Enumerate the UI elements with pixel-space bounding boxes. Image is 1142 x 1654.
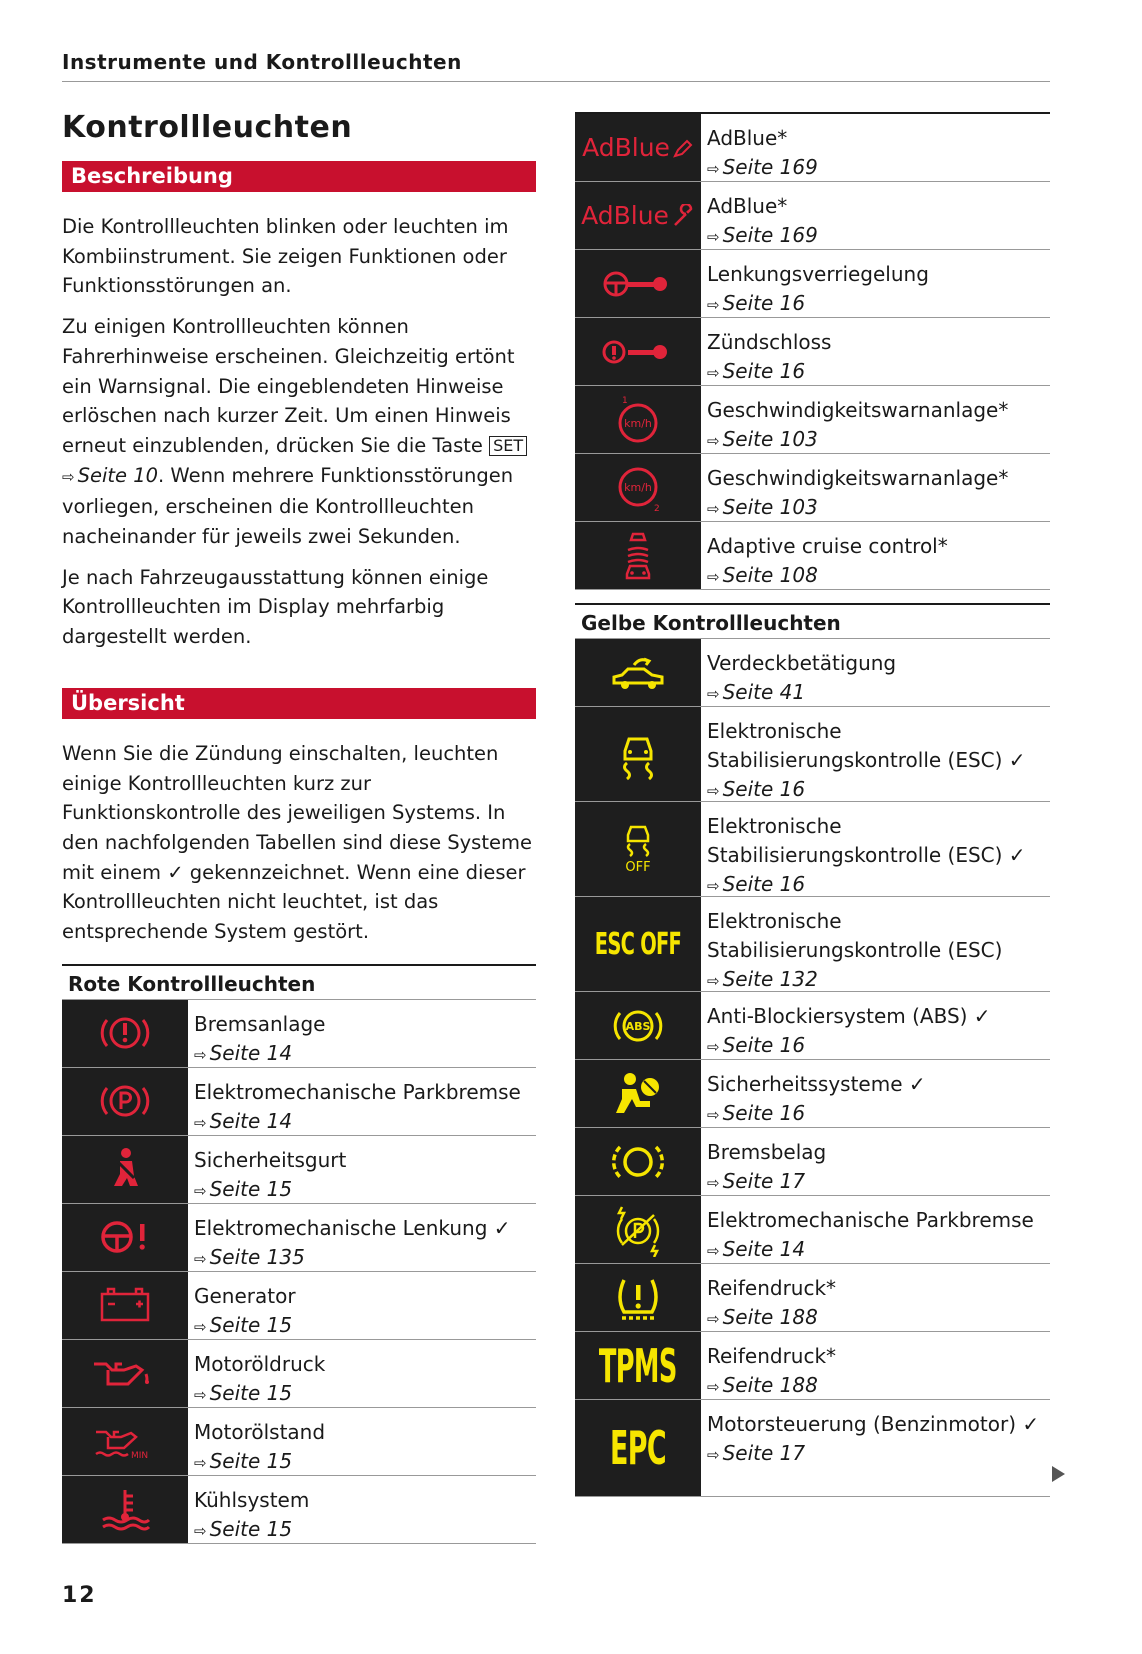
esc-off-text-icon: ESC OFF xyxy=(575,897,701,991)
table-row xyxy=(575,386,1050,454)
reference-arrow-icon: ⇨ xyxy=(194,1385,207,1404)
table-row xyxy=(62,1204,536,1272)
speed-warning-1-icon xyxy=(575,386,701,453)
row-label: Zündschloss xyxy=(707,330,832,354)
table-row xyxy=(575,454,1050,522)
row-label: Elektromechanische Lenkung ✓ xyxy=(194,1215,511,1240)
row-label: Generator xyxy=(194,1283,296,1308)
steering-warning-icon xyxy=(62,1204,188,1271)
row-label: Elektromechanische Parkbremse xyxy=(707,1208,1034,1232)
speed-warning-2-icon xyxy=(575,454,701,521)
abs-icon xyxy=(575,992,701,1059)
table-row xyxy=(575,1060,1050,1128)
page-reference-link[interactable]: Seite 103 xyxy=(722,427,818,451)
page-reference-link[interactable]: Seite 14 xyxy=(209,1040,293,1065)
epc-icon: EPC xyxy=(575,1400,701,1496)
page-reference-link[interactable]: Seite 15 xyxy=(209,1176,293,1201)
row-label: Elektronische Stabilisierungskontrolle (ESC) xyxy=(707,909,1003,962)
table-row xyxy=(62,1340,536,1408)
yellow-lamps-heading: Gelbe Kontrollleuchten xyxy=(575,603,1050,639)
row-label: Bremsanlage xyxy=(194,1011,326,1036)
table-row xyxy=(575,1400,1050,1497)
reference-arrow-icon: ⇨ xyxy=(707,1242,720,1260)
reference-arrow-icon: ⇨ xyxy=(707,160,720,178)
row-label: AdBlue* xyxy=(707,194,788,218)
row-label: Reifendruck* xyxy=(707,1276,837,1300)
table-row xyxy=(575,522,1050,590)
page-reference-link[interactable]: Seite 16 xyxy=(722,359,806,383)
reference-arrow-icon: ⇨ xyxy=(707,1310,720,1328)
page-reference-link[interactable]: Seite 15 xyxy=(209,1448,293,1473)
reference-arrow-icon: ⇨ xyxy=(707,432,720,450)
table-row xyxy=(62,1272,536,1340)
reference-arrow-icon: ⇨ xyxy=(707,296,720,314)
right-column xyxy=(575,112,1050,1497)
page-reference-link[interactable]: Seite 188 xyxy=(722,1305,818,1329)
row-label: Elektromechanische Parkbremse xyxy=(194,1079,521,1104)
svg-text:1: 1 xyxy=(622,395,628,406)
row-label: Motoröldruck xyxy=(194,1351,326,1376)
reference-arrow-icon: ⇨ xyxy=(194,1317,207,1336)
reference-arrow-icon: ⇨ xyxy=(707,1378,720,1396)
svg-text:ABS: ABS xyxy=(625,1019,651,1033)
table-row xyxy=(575,802,1050,897)
row-label: Sicherheitsgurt xyxy=(194,1147,347,1172)
description-paragraph-2: Zu einigen Kontrollleuchten können Fahrerhinweise erscheinen. Gleichzeitig ertönt ein Warnsignal. Die eingeblendeten Hinweise erlöschen nach kurzer Zeit. Um einen Hinweis erneut einzublenden, drücken Sie die Taste SET ⇨ Seite 10. Wenn mehrere Funktionsstörungen vorliegen, erscheinen die Kontrollleuchten nacheinander für jeweils zwei Sekunden. xyxy=(62,312,536,552)
page-reference-link[interactable]: Seite 14 xyxy=(209,1108,293,1133)
table-row xyxy=(575,992,1050,1060)
reference-arrow-icon: ⇨ xyxy=(194,1249,207,1268)
page-reference-link[interactable]: Seite 16 xyxy=(722,1101,806,1125)
reference-arrow-icon: ⇨ xyxy=(707,228,720,246)
reference-arrow-icon: ⇨ xyxy=(707,1106,720,1124)
page-reference-link[interactable]: Seite 15 xyxy=(209,1312,293,1337)
parking-brake-icon xyxy=(62,1068,188,1135)
reference-arrow-icon: ⇨ xyxy=(707,685,720,703)
row-label: Adaptive cruise control* xyxy=(707,534,948,558)
left-column xyxy=(62,110,536,1544)
overview-paragraph: Wenn Sie die Zündung einschalten, leuchten einige Kontrollleuchten kurz zur Funktionskontrolle des jeweiligen Systems. In den nachfolgenden Tabellen sind diese Systeme mit einem ✓ gekennzeichnet. Wenn eine dieser Kontrollleuchten nicht leuchtet, ist das entsprechende System gestört. xyxy=(62,741,532,944)
page-reference-link[interactable]: Seite 15 xyxy=(209,1380,293,1405)
row-label: Reifendruck* xyxy=(707,1344,837,1368)
table-row xyxy=(575,1264,1050,1332)
table-row xyxy=(575,250,1050,318)
reference-arrow-icon: ⇨ xyxy=(194,1045,207,1064)
svg-text:km/h: km/h xyxy=(624,416,652,430)
row-label: Lenkungsverriegelung xyxy=(707,262,929,286)
table-row xyxy=(575,114,1050,182)
page-reference-link[interactable]: Seite 16 xyxy=(722,872,806,896)
page-reference-link[interactable]: Seite 17 xyxy=(722,1441,806,1465)
page-reference-link[interactable]: Seite 15 xyxy=(209,1516,293,1541)
table-row xyxy=(575,897,1050,992)
row-label: Geschwindigkeitswarnanlage* xyxy=(707,466,1009,490)
overview-heading: Übersicht xyxy=(62,688,536,719)
page-reference-link[interactable]: Seite 135 xyxy=(209,1244,305,1269)
reference-arrow-icon: ⇨ xyxy=(707,877,720,895)
page-reference-link[interactable]: Seite 169 xyxy=(722,223,818,247)
brake-warning-icon xyxy=(62,1000,188,1067)
row-label: Elektronische Stabilisierungskontrolle (ESC) ✓ xyxy=(707,814,1026,867)
parking-brake-fault-icon xyxy=(575,1196,701,1263)
description-paragraph-1: Die Kontrollleuchten blinken oder leuchten im Kombiinstrument. Sie zeigen Funktionen oder Funktionsstörungen an. xyxy=(62,215,509,298)
oil-level-icon xyxy=(62,1408,188,1475)
table-row xyxy=(62,1068,536,1136)
row-label: Kühlsystem xyxy=(194,1487,310,1512)
red-lamps-heading: Rote Kontrollleuchten xyxy=(62,964,536,1000)
tpms-icon: TPMS xyxy=(575,1332,701,1399)
row-label: AdBlue* xyxy=(707,126,788,150)
table-row xyxy=(62,1408,536,1476)
page-reference-link[interactable]: Seite 16 xyxy=(722,777,806,801)
table-row xyxy=(62,1000,536,1068)
header-rule xyxy=(62,81,1050,82)
reference-arrow-icon: ⇨ xyxy=(707,500,720,518)
adaptive-cruise-icon xyxy=(575,522,701,589)
svg-text:km/h: km/h xyxy=(624,480,652,494)
svg-text:2: 2 xyxy=(654,503,660,514)
row-label: Motorsteuerung (Benzinmotor) ✓ xyxy=(707,1412,1040,1436)
oil-pressure-icon xyxy=(62,1340,188,1407)
convertible-roof-icon xyxy=(575,639,701,706)
tire-pressure-icon xyxy=(575,1264,701,1331)
description-paragraph-3: Je nach Fahrzeugausstattung können einige Kontrollleuchten im Display mehrfarbig dargestellt werden. xyxy=(62,565,489,649)
reference-arrow-icon: ⇨ xyxy=(707,1446,720,1464)
coolant-icon xyxy=(62,1476,188,1543)
page-reference-link[interactable]: Seite 10 xyxy=(77,463,159,487)
row-label: Sicherheitssysteme ✓ xyxy=(707,1072,926,1096)
brake-pad-icon xyxy=(575,1128,701,1195)
airbag-icon xyxy=(575,1060,701,1127)
page-reference-link[interactable]: Seite 132 xyxy=(722,967,818,991)
reference-arrow-icon: ⇨ xyxy=(707,1174,720,1192)
page-reference-link[interactable]: Seite 169 xyxy=(722,155,818,179)
row-label: Anti-Blockiersystem (ABS) ✓ xyxy=(707,1004,991,1028)
svg-text:MIN: MIN xyxy=(131,1451,149,1462)
table-row xyxy=(575,318,1050,386)
reference-arrow-icon: ⇨ xyxy=(707,1038,720,1056)
row-label: Verdeckbetätigung xyxy=(707,651,897,675)
set-key: SET xyxy=(489,436,527,456)
reference-arrow-icon: ⇨ xyxy=(194,1521,207,1540)
reference-arrow-icon: ⇨ xyxy=(62,467,75,486)
esc-off-icon xyxy=(575,802,701,896)
table-row xyxy=(575,1332,1050,1400)
page-reference-link[interactable]: Seite 103 xyxy=(722,495,818,519)
row-label: Bremsbelag xyxy=(707,1140,827,1164)
table-row xyxy=(575,1196,1050,1264)
steering-lock-icon xyxy=(575,250,701,317)
reference-arrow-icon: ⇨ xyxy=(194,1453,207,1472)
page-reference-link[interactable]: Seite 108 xyxy=(722,563,818,587)
reference-arrow-icon: ⇨ xyxy=(194,1181,207,1200)
table-row xyxy=(575,1128,1050,1196)
page-reference-link[interactable]: Seite 14 xyxy=(722,1237,806,1261)
page-reference-link[interactable]: Seite 188 xyxy=(722,1373,818,1397)
table-row xyxy=(575,182,1050,250)
page-reference-link[interactable]: Seite 41 xyxy=(722,680,806,704)
battery-icon xyxy=(62,1272,188,1339)
page-number: 12 xyxy=(62,1583,97,1608)
row-label: Motorölstand xyxy=(194,1419,326,1444)
page-reference-link[interactable]: Seite 17 xyxy=(722,1169,806,1193)
svg-text:OFF: OFF xyxy=(625,860,651,875)
table-row xyxy=(62,1476,536,1544)
table-row xyxy=(575,639,1050,707)
reference-arrow-icon: ⇨ xyxy=(194,1113,207,1132)
table-row xyxy=(62,1136,536,1204)
page-title: Kontrollleuchten xyxy=(62,110,353,145)
seatbelt-icon xyxy=(62,1136,188,1203)
adblue-wrench-icon: AdBlue xyxy=(575,182,701,249)
running-head: Instrumente und Kontrollleuchten xyxy=(62,50,462,74)
reference-arrow-icon: ⇨ xyxy=(707,364,720,382)
reference-arrow-icon: ⇨ xyxy=(707,972,720,990)
reference-arrow-icon: ⇨ xyxy=(707,568,720,586)
ignition-lock-icon xyxy=(575,318,701,385)
esc-icon xyxy=(575,707,701,801)
reference-arrow-icon: ⇨ xyxy=(707,782,720,800)
continue-arrow-icon xyxy=(1052,1466,1065,1482)
row-label: Geschwindigkeitswarnanlage* xyxy=(707,398,1009,422)
page-reference-link[interactable]: Seite 16 xyxy=(722,1033,806,1057)
description-heading: Beschreibung xyxy=(62,161,536,192)
adblue-icon: AdBlue xyxy=(575,114,701,181)
row-label: Elektronische Stabilisierungskontrolle (ESC) ✓ xyxy=(707,719,1026,772)
table-row xyxy=(575,707,1050,802)
page-reference-link[interactable]: Seite 16 xyxy=(722,291,806,315)
